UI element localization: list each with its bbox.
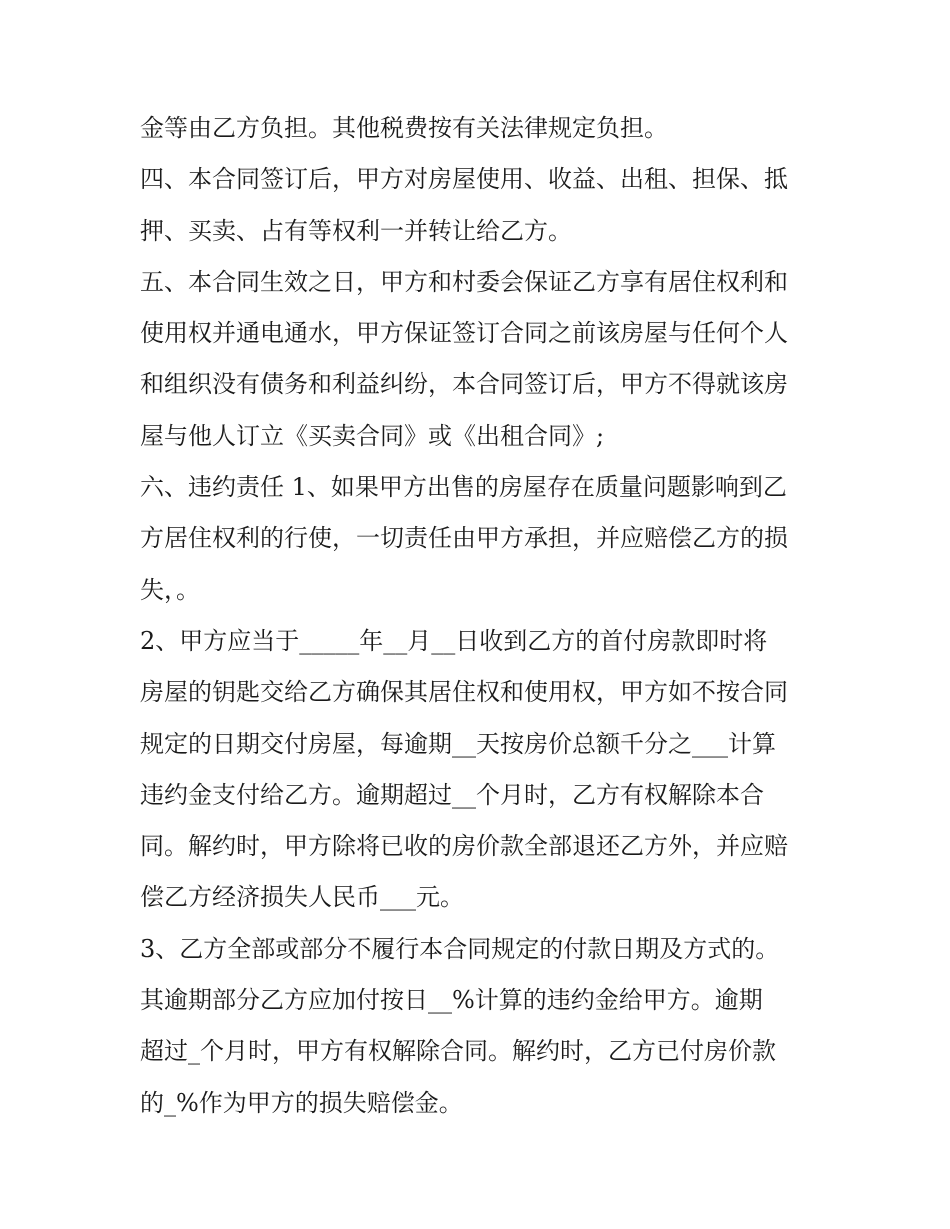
text-line-16: 偿乙方经济损失人民币___元。 bbox=[140, 883, 464, 912]
text-line-19: 超过_个月时，甲方有权解除合同。解约时，乙方已付房价款 bbox=[140, 1037, 776, 1066]
text-line-3: 押、买卖、占有等权利一并转让给乙方。 bbox=[140, 216, 572, 245]
text-line-1: 金等由乙方负担。其他税费按有关法律规定负担。 bbox=[140, 114, 668, 142]
contract-text bbox=[140, 103, 820, 1129]
text-line-20: 的_%作为甲方的损失赔偿金。 bbox=[140, 1088, 463, 1117]
text-line-7: 屋与他人订立《买卖合同》或《出租合同》; bbox=[140, 421, 605, 450]
text-line-2: 四、本合同签订后，甲方对房屋使用、收益、出租、担保、抵 bbox=[140, 165, 788, 194]
text-line-15: 同。解约时，甲方除将已收的房价款全部退还乙方外，并应赔 bbox=[140, 832, 788, 861]
text-line-11: 2、甲方应当于_____年__月__日收到乙方的首付房款即时将 bbox=[140, 626, 768, 655]
text-line-9: 方居住权利的行使，一切责任由甲方承担，并应赔偿乙方的损 bbox=[140, 524, 788, 553]
text-line-10: 失，。 bbox=[140, 575, 200, 604]
text-line-13: 规定的日期交付房屋，每逾期__天按房价总额千分之___计算 bbox=[140, 729, 776, 758]
text-line-17: 3、乙方全部或部分不履行本合同规定的付款日期及方式的。 bbox=[140, 934, 780, 963]
text-line-8: 六、违约责任 1、如果甲方出售的房屋存在质量问题影响到乙 bbox=[140, 473, 787, 502]
text-line-18: 其逾期部分乙方应加付按日__%计算的违约金给甲方。逾期 bbox=[140, 986, 763, 1015]
text-line-12: 房屋的钥匙交给乙方确保其居住权和使用权，甲方如不按合同 bbox=[140, 678, 788, 707]
text-line-4: 五、本合同生效之日，甲方和村委会保证乙方享有居住权利和 bbox=[140, 267, 788, 296]
text-line-5: 使用权并通电通水，甲方保证签订合同之前该房屋与任何个人 bbox=[140, 319, 788, 348]
text-line-6: 和组织没有债务和利益纠纷，本合同签订后，甲方不得就该房 bbox=[140, 370, 788, 399]
text-line-14: 违约金支付给乙方。逾期超过__个月时，乙方有权解除本合 bbox=[140, 780, 764, 809]
